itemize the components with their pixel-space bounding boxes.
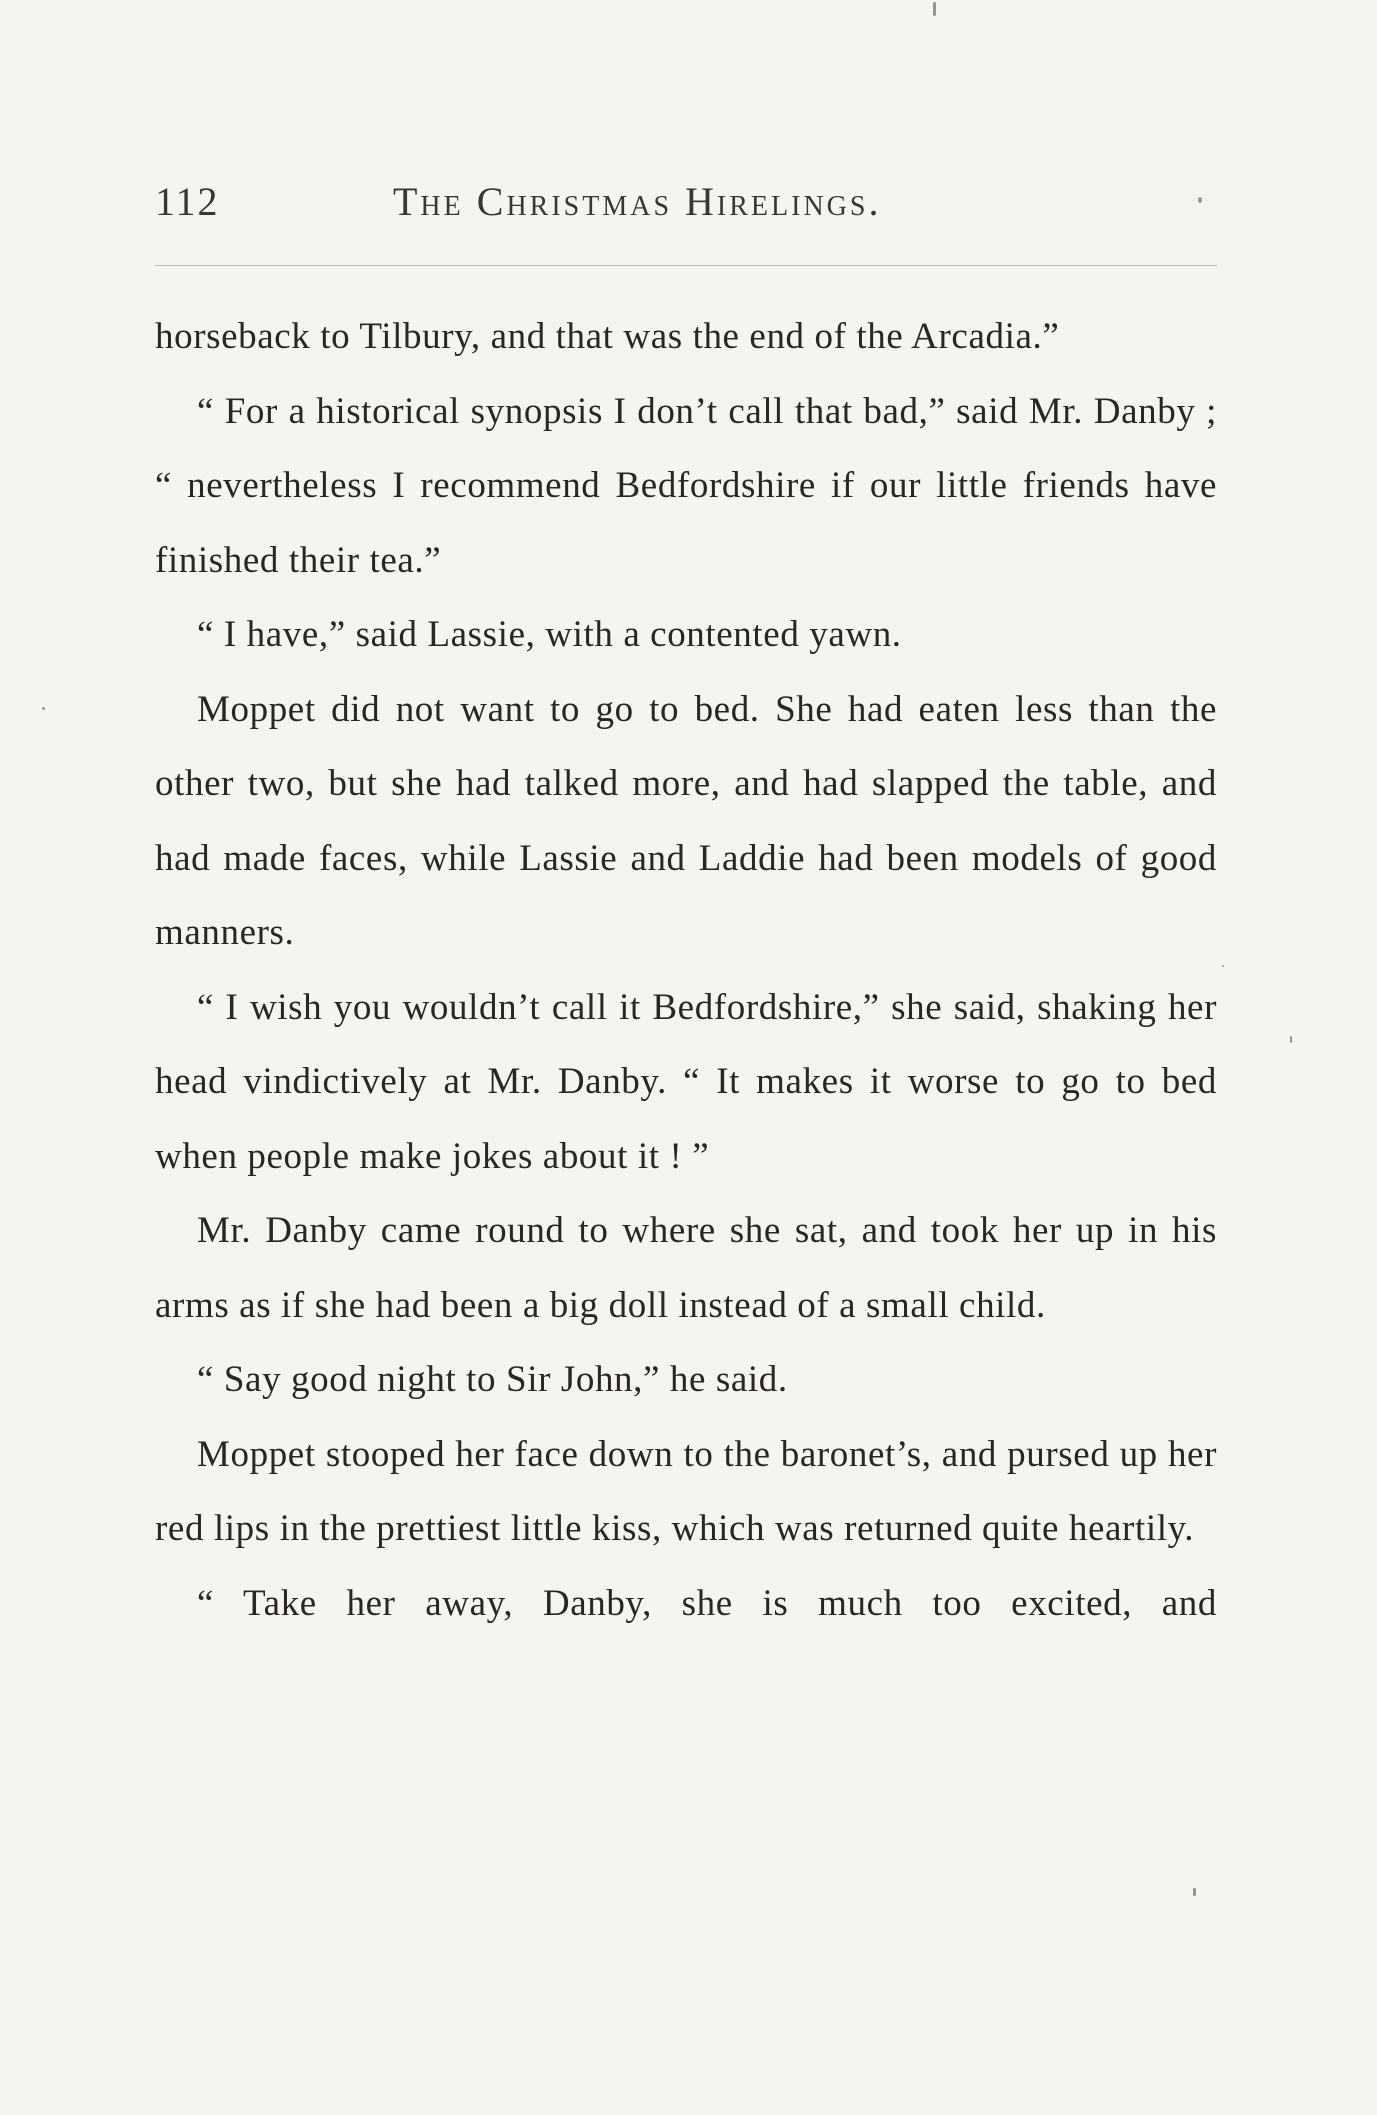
paper-speck bbox=[1290, 1036, 1292, 1043]
paper-speck bbox=[1222, 965, 1224, 967]
body-text bbox=[155, 300, 1217, 1641]
paragraph: “ I wish you wouldn’t call it Bedfordshire,” she said, shaking her head vindictively at Mr. Danby. “ It makes it worse to go to bed when people make jokes about it ! ” bbox=[155, 986, 1217, 1177]
paragraph: “ Say good night to Sir John,” he said. bbox=[197, 1359, 788, 1400]
page-header bbox=[155, 178, 1215, 238]
paragraph: “ For a historical synopsis I don’t call that bad,” said Mr. Danby ; “ nevertheless I recommend Bedfordshire if our little friends have finished their tea.” bbox=[155, 390, 1217, 581]
paper-speck bbox=[933, 2, 936, 16]
paragraph: Mr. Danby came round to where she sat, and took her up in his arms as if she had been a big doll instead of a small child. bbox=[155, 1210, 1217, 1326]
paragraph: horseback to Tilbury, and that was the end of the Arcadia.” bbox=[155, 316, 1060, 357]
paper-speck bbox=[1198, 197, 1202, 203]
page-number: 112 bbox=[155, 179, 220, 224]
running-head: The Christmas Hirelings. bbox=[393, 179, 882, 224]
paragraph: Moppet stooped her face down to the baronet’s, and pursed up her red lips in the prettiest little kiss, which was returned quite heartily. bbox=[155, 1433, 1217, 1549]
paper-speck bbox=[1193, 1888, 1196, 1896]
paragraph: “ I have,” said Lassie, with a contented yawn. bbox=[197, 614, 902, 655]
paragraph: Moppet did not want to go to bed. She had eaten less than the other two, but she had talked more, and had slapped the table, and had made faces, while Lassie and Laddie had been models of good manners. bbox=[155, 688, 1217, 953]
paragraph: “ Take her away, Danby, she is much too excited, and bbox=[197, 1582, 1217, 1624]
paper-speck bbox=[42, 707, 45, 710]
header-rule bbox=[155, 265, 1217, 266]
